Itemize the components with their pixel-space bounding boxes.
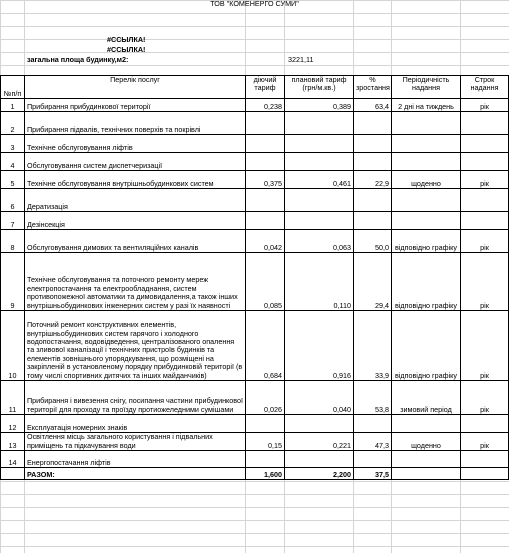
service-name-cell[interactable]: Експлуатація номерних знаків <box>25 415 246 433</box>
growth-cell[interactable]: 50,0 <box>354 230 392 253</box>
current-tariff-cell[interactable]: 0,375 <box>246 171 285 189</box>
row-number-cell[interactable]: 14 <box>1 451 25 468</box>
term-cell[interactable]: рік <box>461 171 509 189</box>
header-current-tariff[interactable]: діючий тариф <box>246 76 285 99</box>
row-number-cell[interactable]: 8 <box>1 230 25 253</box>
growth-cell[interactable] <box>354 415 392 433</box>
frequency-cell[interactable]: 2 дні на тиждень <box>392 99 461 112</box>
table-row <box>1 135 509 153</box>
service-name-cell[interactable]: Прибирання прибудинкової території <box>25 99 246 112</box>
header-frequency[interactable]: Періодичність надання <box>392 76 461 99</box>
growth-cell[interactable]: 47,3 <box>354 433 392 451</box>
growth-cell[interactable] <box>354 135 392 153</box>
table-row <box>1 433 509 451</box>
frequency-cell[interactable] <box>392 212 461 230</box>
planned-tariff-cell[interactable] <box>285 415 354 433</box>
frequency-cell[interactable] <box>392 135 461 153</box>
planned-tariff-cell[interactable] <box>285 112 354 135</box>
term-cell[interactable] <box>461 135 509 153</box>
header-num[interactable]: №п/п <box>1 76 25 99</box>
header-growth[interactable]: % зростання <box>354 76 392 99</box>
total-frequency-cell[interactable] <box>392 468 461 480</box>
current-tariff-cell[interactable]: 0,042 <box>246 230 285 253</box>
term-cell[interactable]: рік <box>461 230 509 253</box>
row-number-cell[interactable]: 5 <box>1 171 25 189</box>
service-name-cell[interactable]: Дератизація <box>25 189 246 212</box>
service-name-cell[interactable]: Обслуговування систем диспетчеризації <box>25 153 246 171</box>
area-value[interactable]: 3221,11 <box>288 55 314 64</box>
total-num-cell[interactable] <box>1 468 25 480</box>
term-cell[interactable]: рік <box>461 381 509 415</box>
planned-tariff-cell[interactable]: 0,221 <box>285 433 354 451</box>
planned-tariff-cell[interactable]: 0,389 <box>285 99 354 112</box>
planned-tariff-cell[interactable] <box>285 153 354 171</box>
service-name-cell[interactable]: Прибирання підвалів, технічних поверхів та покрівлі <box>25 112 246 135</box>
table-row <box>1 451 509 468</box>
growth-cell[interactable]: 33,9 <box>354 311 392 381</box>
area-label: загальна площа будинку,м2: <box>27 55 129 64</box>
service-name-cell[interactable]: Прибирання і вивезення снігу, посипання частини прибудинкової території для проходу та проїзду протиожеледними сумішами <box>25 381 246 415</box>
growth-cell[interactable] <box>354 212 392 230</box>
current-tariff-cell[interactable]: 0,15 <box>246 433 285 451</box>
growth-cell[interactable]: 29,4 <box>354 253 392 311</box>
header-service[interactable]: Перелік послуг <box>25 76 246 99</box>
planned-tariff-cell[interactable] <box>285 451 354 468</box>
growth-cell[interactable] <box>354 451 392 468</box>
service-name-cell[interactable]: Обслуговування димових та вентиляційних каналів <box>25 230 246 253</box>
frequency-cell[interactable]: зимовий період <box>392 381 461 415</box>
growth-cell[interactable]: 22,9 <box>354 171 392 189</box>
frequency-cell[interactable] <box>392 153 461 171</box>
table-row <box>1 212 509 230</box>
frequency-cell[interactable]: відповідно графіку <box>392 230 461 253</box>
current-tariff-cell[interactable]: 0,684 <box>246 311 285 381</box>
table-row <box>1 311 509 381</box>
row-number-cell[interactable]: 7 <box>1 212 25 230</box>
service-name-cell[interactable]: Поточний ремонт конструктивних елементів, внутрішньобудинкових систем гарячого і холодного водопостачання, водовідведення, централізованого опалення та зливової каналізації і технічних пристроїв будинків та елементів зовнішнього упорядкування, що розміщені на закріпленій в установленому порядку прибудинковій території (в тому числі спортивних дитячих та інших майданчиків) <box>25 311 246 381</box>
frequency-cell[interactable] <box>392 415 461 433</box>
table-row <box>1 189 509 212</box>
row-number-cell[interactable]: 6 <box>1 189 25 212</box>
tariff-table <box>0 75 509 480</box>
table-header-row <box>1 76 509 99</box>
sheet-title: ТОВ "КОМЕНЕРГО СУМИ" <box>210 0 299 8</box>
frequency-cell[interactable]: щоденно <box>392 433 461 451</box>
table-row <box>1 171 509 189</box>
service-name-cell[interactable]: Енергопостачання ліфтів <box>25 451 246 468</box>
table-row <box>1 99 509 112</box>
table-row <box>1 153 509 171</box>
planned-tariff-cell[interactable]: 0,461 <box>285 171 354 189</box>
table-row <box>1 415 509 433</box>
term-cell[interactable] <box>461 451 509 468</box>
current-tariff-cell[interactable] <box>246 212 285 230</box>
service-name-cell[interactable]: Технічне обслуговування та поточного ремонту мереж електропостачання та електрообладнання, систем противопожежної автоматики та димовидалення,а також інших внутрішньобудинкових інженерних систем у разі їх наявності <box>25 253 246 311</box>
total-current[interactable]: 1,600 <box>246 468 285 480</box>
growth-cell[interactable] <box>354 153 392 171</box>
current-tariff-cell[interactable] <box>246 415 285 433</box>
service-name-cell[interactable]: Технічне обслуговування ліфтів <box>25 135 246 153</box>
current-tariff-cell[interactable]: 0,085 <box>246 253 285 311</box>
service-name-cell[interactable]: Дезінсекція <box>25 212 246 230</box>
current-tariff-cell[interactable] <box>246 135 285 153</box>
row-number-cell[interactable]: 4 <box>1 153 25 171</box>
planned-tariff-cell[interactable] <box>285 135 354 153</box>
current-tariff-cell[interactable] <box>246 451 285 468</box>
header-planned-tariff[interactable]: плановий тариф (грн/м.кв.) <box>285 76 354 99</box>
row-number-cell[interactable]: 13 <box>1 433 25 451</box>
frequency-cell[interactable]: відповідно графіку <box>392 311 461 381</box>
frequency-cell[interactable]: відповідно графіку <box>392 253 461 311</box>
term-cell[interactable] <box>461 112 509 135</box>
service-name-cell[interactable]: Технічне обслуговування внутрішньобудинкових систем <box>25 171 246 189</box>
planned-tariff-cell[interactable]: 0,110 <box>285 253 354 311</box>
current-tariff-cell[interactable] <box>246 112 285 135</box>
planned-tariff-cell[interactable]: 0,040 <box>285 381 354 415</box>
row-number-cell[interactable]: 11 <box>1 381 25 415</box>
term-cell[interactable]: рік <box>461 99 509 112</box>
total-planned[interactable]: 2,200 <box>285 468 354 480</box>
term-cell[interactable] <box>461 415 509 433</box>
row-number-cell[interactable]: 1 <box>1 99 25 112</box>
row-number-cell[interactable]: 2 <box>1 112 25 135</box>
row-number-cell[interactable]: 3 <box>1 135 25 153</box>
frequency-cell[interactable]: щоденно <box>392 171 461 189</box>
header-term[interactable]: Строк надання <box>461 76 509 99</box>
total-label[interactable]: РАЗОМ: <box>25 468 246 480</box>
row-number-cell[interactable]: 10 <box>1 311 25 381</box>
ref-error-cell[interactable]: #ССЫЛКА! <box>107 35 146 44</box>
service-name-cell[interactable]: Освітлення місць загального користування і підвальних приміщень та підкачування води <box>25 433 246 451</box>
total-term-cell[interactable] <box>461 468 509 480</box>
current-tariff-cell[interactable]: 0,238 <box>246 99 285 112</box>
planned-tariff-cell[interactable]: 0,063 <box>285 230 354 253</box>
growth-cell[interactable]: 63,4 <box>354 99 392 112</box>
frequency-cell[interactable] <box>392 451 461 468</box>
growth-cell[interactable]: 53,8 <box>354 381 392 415</box>
frequency-cell[interactable] <box>392 112 461 135</box>
term-cell[interactable] <box>461 212 509 230</box>
current-tariff-cell[interactable] <box>246 189 285 212</box>
table-row <box>1 112 509 135</box>
term-cell[interactable]: рік <box>461 311 509 381</box>
growth-cell[interactable] <box>354 189 392 212</box>
row-number-cell[interactable]: 12 <box>1 415 25 433</box>
table-row <box>1 230 509 253</box>
ref-error-cell[interactable]: #ССЫЛКА! <box>107 45 146 54</box>
planned-tariff-cell[interactable]: 0,916 <box>285 311 354 381</box>
table-row <box>1 381 509 415</box>
frequency-cell[interactable] <box>392 189 461 212</box>
growth-cell[interactable] <box>354 112 392 135</box>
table-row <box>1 253 509 311</box>
current-tariff-cell[interactable]: 0,026 <box>246 381 285 415</box>
term-cell[interactable] <box>461 189 509 212</box>
planned-tariff-cell[interactable] <box>285 189 354 212</box>
total-row <box>1 468 509 480</box>
term-cell[interactable] <box>461 153 509 171</box>
current-tariff-cell[interactable] <box>246 153 285 171</box>
total-growth[interactable]: 37,5 <box>354 468 392 480</box>
term-cell[interactable]: рік <box>461 433 509 451</box>
planned-tariff-cell[interactable] <box>285 212 354 230</box>
row-number-cell[interactable]: 9 <box>1 253 25 311</box>
term-cell[interactable]: рік <box>461 253 509 311</box>
